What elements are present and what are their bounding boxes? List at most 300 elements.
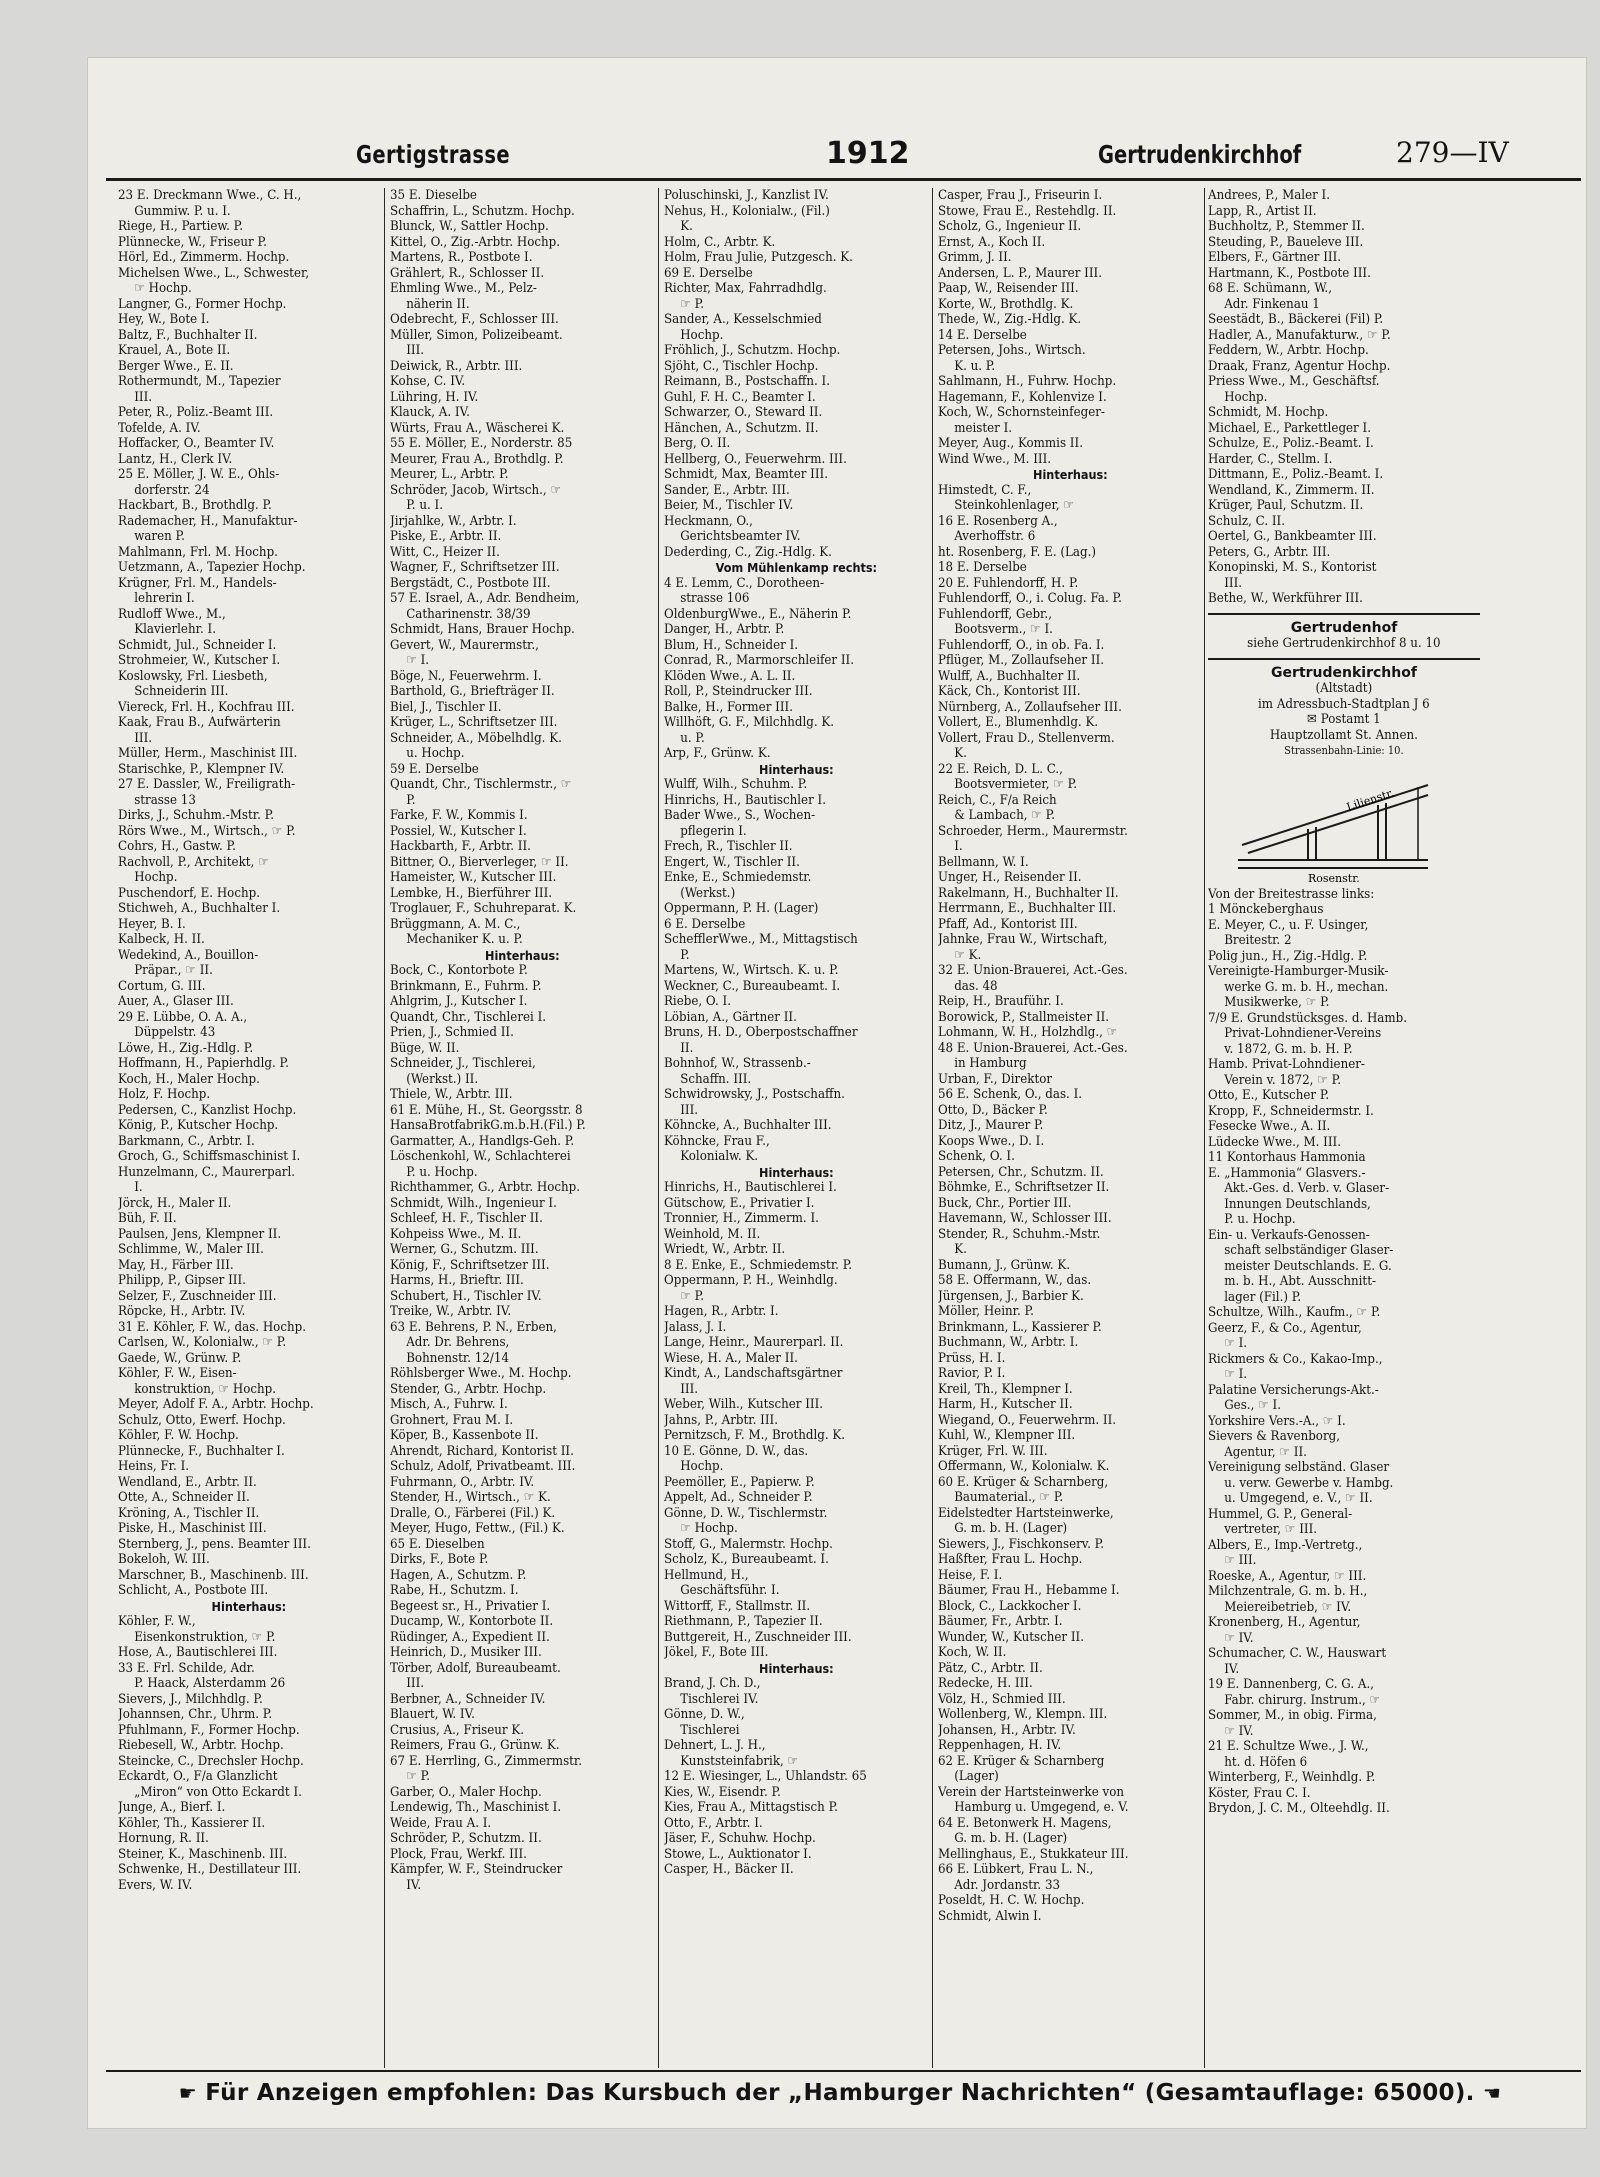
directory-entry: Köhler, F. W.,: [118, 1614, 196, 1629]
directory-entry: Danger, H., Arbtr. P.: [664, 622, 785, 637]
directory-entry: 48 E. Union-Brauerei, Act.-Ges.: [938, 1040, 1128, 1056]
directory-entry: Martens, W., Wirtsch. K. u. P.: [664, 963, 839, 978]
header-page-number: 279—IV: [1396, 136, 1509, 169]
directory-entry: Johansen, H., Arbtr. IV.: [938, 1722, 1076, 1738]
directory-entry: Geerz, F., & Co., Agentur,: [1208, 1320, 1362, 1336]
directory-entry: Müller, Herm., Maschinist III.: [118, 746, 298, 761]
directory-entry: Tischlerei: [680, 1722, 740, 1738]
directory-entry: 4 E. Lemm, C., Dorotheen-: [664, 575, 825, 591]
directory-entry: Kropp, F., Schneidermstr. I.: [1208, 1103, 1374, 1119]
directory-entry: Auer, A., Glaser III.: [118, 994, 234, 1009]
directory-entry: Wulff, A., Buchhalter II.: [938, 668, 1081, 684]
directory-entry: Nehus, H., Kolonialw., (Fil.): [664, 203, 830, 219]
directory-entry: Kämpfer, W. F., Steindrucker: [390, 1862, 563, 1877]
directory-entry: Andersen, L. P., Maurer III.: [938, 265, 1102, 281]
directory-entry: Wulff, Wilh., Schuhm. P.: [664, 777, 808, 792]
directory-entry: Schneider, J., Tischlerei,: [390, 1056, 536, 1071]
directory-entry: Conrad, R., Marmorschleifer II.: [664, 653, 855, 668]
directory-entry: Krauel, A., Bote II.: [118, 343, 231, 358]
directory-entry: Sievers & Ravenborg,: [1208, 1429, 1341, 1444]
directory-entry: ☞ Hochp.: [134, 281, 192, 296]
directory-entry: Plock, Frau, Werkf. III.: [390, 1846, 527, 1862]
directory-entry: Peemöller, E., Papierw. P.: [664, 1474, 815, 1490]
column-5: [1208, 188, 1480, 2068]
column-divider: [1204, 188, 1205, 2068]
directory-entry: Berg, O. II.: [664, 436, 731, 451]
directory-entry: Lantz, H., Clerk IV.: [118, 451, 233, 467]
directory-entry: Rörs Wwe., M., Wirtsch., ☞ P.: [118, 823, 296, 839]
directory-entry: K.: [954, 746, 967, 761]
directory-entry: Schmidt, Jul., Schneider I.: [118, 637, 277, 653]
directory-entry: Dittmann, E., Poliz.-Beamt. I.: [1208, 467, 1384, 482]
directory-entry: Schlimme, W., Maler III.: [118, 1242, 264, 1257]
directory-entry: Vollert, E., Blumenhdlg. K.: [938, 715, 1099, 730]
directory-entry: Werner, G., Schutzm. III.: [390, 1242, 539, 1257]
directory-entry: Rüdinger, A., Expedient II.: [390, 1629, 550, 1645]
directory-entry: Palatine Versicherungs-Akt.-: [1208, 1382, 1379, 1398]
directory-entry: 69 E. Derselbe: [664, 265, 753, 281]
directory-entry: Riebe, O. I.: [664, 994, 731, 1009]
directory-entry: Röpcke, H., Arbtr. IV.: [118, 1304, 246, 1319]
directory-entry: Sievers, J., Milchhdlg. P.: [118, 1691, 263, 1707]
directory-entry: Schmidt, Wilh., Ingenieur I.: [390, 1195, 557, 1211]
directory-entry: (Lager): [954, 1769, 999, 1784]
directory-entry: Petersen, Johs., Wirtsch.: [938, 343, 1086, 358]
directory-entry: IV.: [406, 1877, 422, 1893]
directory-entry: Lohmann, W. H., Holzhdlg., ☞: [938, 1025, 1118, 1040]
directory-entry: Pfaff, Ad., Kontorist III.: [938, 916, 1078, 932]
directory-entry: 57 E. Israel, A., Adr. Bendheim,: [390, 591, 580, 606]
directory-entry: Puschendorf, E. Hochp.: [118, 885, 260, 901]
directory-entry: Sander, E., Arbtr. III.: [664, 482, 790, 498]
directory-entry: Bootsvermieter, ☞ P.: [954, 777, 1078, 792]
directory-entry: Wendland, K., Zimmerm. II.: [1208, 482, 1375, 498]
directory-entry: Prüss, H. I.: [938, 1350, 1006, 1366]
directory-entry: 21 E. Schultze Wwe., J. W.,: [1208, 1739, 1369, 1754]
directory-entry: Steiner, K., Maschinenb. III.: [118, 1846, 288, 1862]
directory-entry: Bäumer, Fr., Arbtr. I.: [938, 1614, 1063, 1629]
directory-entry: Lühring, H. IV.: [390, 389, 479, 405]
directory-entry: pflegerin I.: [680, 823, 747, 839]
directory-entry: Kittel, O., Zig.-Arbtr. Hochp.: [390, 234, 561, 250]
directory-entry: Quandt, Chr., Tischlerei I.: [390, 1009, 547, 1025]
directory-entry: Gummiw. P. u. I.: [134, 203, 231, 219]
directory-entry: Borowick, P., Stallmeister II.: [938, 1009, 1110, 1025]
directory-entry: III.: [406, 1676, 425, 1691]
directory-entry: Würts, Frau A., Wäscherei K.: [390, 420, 565, 436]
directory-entry: Bohnhof, W., Strassenb.-: [664, 1056, 811, 1071]
directory-entry: Vereinigung selbständ. Glaser: [1208, 1460, 1390, 1475]
directory-entry: Garber, O., Maler Hochp.: [390, 1784, 542, 1800]
directory-entry: u. verw. Gewerbe v. Hambg.: [1224, 1475, 1394, 1491]
directory-entry: Willhöft, G. F., Milchhdlg. K.: [664, 715, 835, 730]
directory-entry: Tronnier, H., Zimmerm. I.: [664, 1211, 819, 1226]
directory-entry: Berbner, A., Schneider IV.: [390, 1691, 546, 1707]
directory-entry: Riethmann, P., Tapezier II.: [664, 1614, 823, 1629]
directory-entry: Hummel, G. P., General-: [1208, 1506, 1353, 1522]
directory-entry: Schroeder, Herm., Maurermstr.: [938, 823, 1128, 839]
directory-entry: Müller, Simon, Polizeibeamt.: [390, 327, 563, 343]
directory-entry: Priess Wwe., M., Geschäftsf.: [1208, 374, 1380, 389]
directory-entry: Langner, G., Former Hochp.: [118, 296, 287, 312]
directory-entry: 67 E. Herrling, G., Zimmermstr.: [390, 1753, 583, 1769]
directory-entry: Stowe, L., Auktionator I.: [664, 1846, 812, 1862]
directory-entry: 25 E. Möller, J. W. E., Ohls-: [118, 467, 280, 482]
directory-entry: Weber, Wilh., Kutscher III.: [664, 1397, 824, 1412]
directory-entry: Stender, H., Wirtsch., ☞ K.: [390, 1490, 551, 1505]
directory-entry: Steinkohlenlager, ☞: [954, 498, 1075, 513]
directory-entry: P.: [406, 792, 416, 808]
directory-entry: Scholz, K., Bureaubeamt. I.: [664, 1552, 829, 1567]
directory-entry: Buttgereit, H., Zuschneider III.: [664, 1629, 852, 1645]
directory-entry: Meyer, Adolf F. A., Arbtr. Hochp.: [118, 1397, 314, 1412]
directory-entry: Schmidt, Alwin I.: [938, 1908, 1042, 1924]
directory-entry: III.: [1224, 575, 1243, 591]
directory-entry: Peter, R., Poliz.-Beamt III.: [118, 405, 274, 420]
directory-entry: Thede, W., Zig.-Hdlg. K.: [938, 312, 1082, 327]
subheading: Hinterhaus:: [759, 1660, 834, 1676]
column-divider: [932, 188, 933, 2068]
directory-entry: Lüdecke Wwe., M. III.: [1208, 1134, 1342, 1150]
directory-entry: 12 E. Wiesinger, L., Uhlandstr. 65: [664, 1769, 867, 1784]
directory-entry: Martens, R., Postbote I.: [390, 250, 533, 265]
directory-entry: Cohrs, H., Gastw. P.: [118, 839, 236, 854]
directory-entry: Holm, Frau Julie, Putzgesch. K.: [664, 250, 853, 265]
directory-entry: Evers, W. IV.: [118, 1877, 193, 1893]
directory-entry: Kronenberg, H., Agentur,: [1208, 1615, 1361, 1630]
directory-entry: Eisenkonstruktion, ☞ P.: [134, 1629, 276, 1645]
directory-entry: & Lambach, ☞ P.: [954, 808, 1056, 823]
directory-entry: Köhler, Th., Kassierer II.: [118, 1815, 266, 1831]
directory-entry: Schneider, A., Möbelhdlg. K.: [390, 730, 562, 746]
directory-entry: Gönne, D. W., Tischlermstr.: [664, 1505, 828, 1521]
directory-entry: ☞ K.: [954, 947, 982, 963]
directory-entry: Stoff, G., Malermstr. Hochp.: [664, 1536, 833, 1552]
directory-entry: G. m. b. H. (Lager): [954, 1831, 1068, 1846]
directory-entry: Kohpeiss Wwe., M. II.: [390, 1226, 522, 1242]
directory-entry: Köhncke, A., Buchhalter III.: [664, 1118, 832, 1133]
directory-entry: Fabr. chirurg. Instrum., ☞: [1224, 1692, 1381, 1708]
directory-entry: 1 Mönckeberghaus: [1208, 902, 1324, 917]
directory-entry: Groch, G., Schiffsmaschinist I.: [118, 1149, 301, 1164]
directory-entry: Kalbeck, H. II.: [118, 932, 205, 947]
footer-advertisement: [150, 2080, 1530, 2106]
directory-entry: Strohmeier, W., Kutscher I.: [118, 653, 281, 668]
directory-entry: Schulze, E., Poliz.-Beamt. I.: [1208, 436, 1374, 451]
directory-entry: Röhlsberger Wwe., M. Hochp.: [390, 1366, 572, 1381]
directory-entry: 68 E. Schümann, W.,: [1208, 281, 1332, 296]
directory-entry: Paap, W., Reisender III.: [938, 281, 1079, 296]
directory-entry: Privat-Lohndiener-Vereins: [1224, 1026, 1382, 1041]
directory-entry: Riege, H., Partiew. P.: [118, 219, 244, 234]
directory-entry: 66 E. Lübkert, Frau L. N.,: [938, 1862, 1094, 1877]
directory-entry: Schmidt, M. Hochp.: [1208, 405, 1329, 420]
directory-entry: Brydon, J. C. M., Ölteehdlg. II.: [1208, 1801, 1390, 1816]
directory-entry: (Werkst.): [680, 885, 736, 901]
directory-entry: ☞ IV.: [1224, 1630, 1254, 1646]
directory-entry: Sander, A., Kesselschmied: [664, 312, 822, 327]
directory-entry: Ein- u. Verkaufs-Genossen-: [1208, 1227, 1370, 1243]
page-header: [88, 58, 1586, 178]
column-4: [938, 188, 1203, 2068]
directory-entry: Mellinghaus, E., Stukkateur III.: [938, 1846, 1129, 1862]
directory-entry: Musikwerke, ☞ P.: [1224, 995, 1330, 1010]
directory-entry: Schulz, Adolf, Privatbeamt. III.: [390, 1459, 576, 1474]
directory-entry: Krüger, Frl. W. III.: [938, 1443, 1048, 1459]
directory-entry: Kies, Frau A., Mittagstisch P.: [664, 1800, 838, 1815]
directory-entry: Odebrecht, F., Schlosser III.: [390, 312, 559, 327]
directory-entry: König, F., Schriftsetzer III.: [390, 1257, 550, 1273]
directory-entry: Bock, C., Kontorbote P.: [390, 963, 528, 978]
directory-entry: 35 E. Dieselbe: [390, 188, 477, 203]
footer-rule: [106, 2070, 1581, 2072]
map-reference: im Adressbuch-Stadtplan J 6: [1257, 696, 1430, 712]
directory-entry: Bäumer, Frau H., Hebamme I.: [938, 1583, 1120, 1598]
directory-entry: Steincke, C., Drechsler Hochp.: [118, 1753, 304, 1769]
directory-entry: P. u. I.: [406, 498, 443, 513]
directory-entry: Misch, A., Fuhrw. I.: [390, 1397, 508, 1412]
directory-entry: Bethe, W., Werkführer III.: [1208, 591, 1363, 606]
directory-entry: Pflüger, M., Zollaufseher II.: [938, 653, 1105, 668]
street-map: [1228, 765, 1458, 885]
directory-entry: Michael, E., Parkettleger I.: [1208, 420, 1371, 436]
directory-entry: Stowe, Frau E., Restehdlg. II.: [938, 203, 1117, 219]
column-divider: [658, 188, 659, 2068]
directory-entry: Engert, W., Tischler II.: [664, 854, 800, 870]
directory-entry: Meyer, Aug., Kommis II.: [938, 436, 1083, 451]
directory-entry: Reich, C., F/a Reich: [938, 792, 1057, 808]
post-office: ✉ Postamt 1: [1307, 712, 1381, 727]
directory-entry: strasse 106: [680, 591, 750, 606]
directory-entry: Jürgensen, J., Barbier K.: [938, 1288, 1084, 1304]
directory-entry: Haßfter, Frau L. Hochp.: [938, 1552, 1083, 1567]
directory-entry: Blunck, W., Sattler Hochp.: [390, 219, 549, 234]
directory-entry: Bootsverm., ☞ I.: [954, 622, 1053, 637]
directory-entry: Siewers, J., Fischkonserv. P.: [938, 1536, 1104, 1552]
directory-entry: Riebesell, W., Arbtr. Hochp.: [118, 1738, 284, 1753]
directory-entry: Schwidrowsky, J., Postschaffn.: [664, 1087, 845, 1102]
directory-entry: I.: [134, 1180, 143, 1195]
directory-entry: Vollert, Frau D., Stellenverm.: [938, 730, 1115, 746]
directory-entry: Krüger, L., Schriftsetzer III.: [390, 715, 558, 730]
directory-entry: Balke, H., Former III.: [664, 699, 793, 715]
column-divider: [384, 188, 385, 2068]
directory-entry: Selzer, F., Zuschneider III.: [118, 1288, 277, 1304]
directory-entry: 60 E. Krüger & Scharnberg,: [938, 1474, 1109, 1490]
directory-entry: u. Hochp.: [406, 746, 465, 761]
directory-entry: Dirks, J., Schuhm.-Mstr. P.: [118, 808, 274, 823]
directory-entry: Schultze, Wilh., Kaufm., ☞ P.: [1208, 1305, 1381, 1320]
directory-entry: 22 E. Reich, D. L. C.,: [938, 761, 1063, 777]
directory-entry: Köper, B., Kassenbote II.: [390, 1428, 539, 1443]
directory-entry: 32 E. Union-Brauerei, Act.-Ges.: [938, 963, 1128, 978]
directory-entry: Himstedt, C. F.,: [938, 482, 1032, 498]
directory-entry: Fuhrmann, O., Arbtr. IV.: [390, 1474, 535, 1490]
directory-entry: ☞ I.: [1224, 1336, 1248, 1351]
directory-entry: P. u. Hochp.: [406, 1164, 478, 1180]
directory-entry: Brinkmann, L., Kassierer P.: [938, 1319, 1102, 1335]
directory-entry: Frech, R., Tischler II.: [664, 839, 793, 854]
directory-entry: 18 E. Derselbe: [938, 560, 1027, 575]
directory-entry: Fröhlich, J., Schutzm. Hochp.: [664, 343, 841, 358]
directory-entry: Barthold, G., Briefträger II.: [390, 684, 555, 699]
directory-entry: Adr. Jordanstr. 33: [954, 1877, 1061, 1893]
directory-entry: Sternberg, J., pens. Beamter III.: [118, 1536, 311, 1552]
directory-entry: Hellberg, O., Feuerwehrm. III.: [664, 451, 847, 467]
directory-entry: Hunzelmann, C., Maurerparl.: [118, 1164, 296, 1180]
directory-entry: Adr. Dr. Behrens,: [406, 1335, 510, 1350]
directory-entry: Schumacher, C. W., Hauswart: [1208, 1646, 1387, 1661]
directory-entry: Prien, J., Schmied II.: [390, 1025, 514, 1040]
directory-entry: Kindt, A., Landschaftsgärtner: [664, 1366, 843, 1381]
directory-entry: Lembke, H., Bierführer III.: [390, 885, 553, 901]
section-rule: [1208, 613, 1480, 615]
directory-entry: Kröning, A., Tischler II.: [118, 1505, 260, 1521]
directory-entry: Brinkmann, E., Fuhrm. P.: [390, 978, 542, 994]
directory-entry: Appelt, Ad., Schneider P.: [664, 1490, 813, 1505]
directory-entry: Wollenberg, W., Klempn. III.: [938, 1707, 1108, 1722]
directory-entry: Düppelstr. 43: [134, 1025, 216, 1040]
pointing-hand-icon: ☚: [1483, 2081, 1502, 2105]
directory-entry: III.: [680, 1381, 699, 1397]
directory-entry: ☞ Hochp.: [680, 1521, 738, 1536]
directory-entry: Schröder, P., Schutzm. II.: [390, 1831, 542, 1846]
directory-entry: Blum, H., Schneider I.: [664, 637, 799, 653]
directory-entry: Fuhlendorff, O., i. Colug. Fa. P.: [938, 591, 1122, 606]
directory-entry: Hörl, Ed., Zimmerm. Hochp.: [118, 250, 290, 265]
directory-entry: Pätz, C., Arbtr. II.: [938, 1660, 1043, 1676]
directory-entry: May, H., Färber III.: [118, 1257, 234, 1273]
directory-entry: Koch, H., Maler Hochp.: [118, 1071, 260, 1087]
directory-entry: Schubert, H., Tischler IV.: [390, 1288, 542, 1304]
directory-entry: Harm, H., Kutscher II.: [938, 1397, 1073, 1412]
directory-entry: Mechaniker K. u. P.: [406, 932, 523, 947]
directory-entry: Harder, C., Stellm. I.: [1208, 451, 1333, 467]
directory-entry: Roll, P., Steindrucker III.: [664, 684, 813, 699]
directory-entry: Hey, W., Bote I.: [118, 312, 210, 327]
directory-entry: Käck, Ch., Kontorist III.: [938, 684, 1081, 699]
directory-entry: Koops Wwe., D. I.: [938, 1133, 1045, 1149]
directory-entry: Averhoffstr. 6: [954, 529, 1036, 544]
directory-entry: Hartmann, K., Postbote III.: [1208, 265, 1371, 281]
directory-entry: Schwenke, H., Destillateur III.: [118, 1862, 302, 1877]
directory-entry: dorferstr. 24: [134, 482, 210, 498]
tram-line: Strassenbahn-Linie: 10.: [1284, 744, 1404, 757]
directory-entry: Schmidt, Max, Beamter III.: [664, 467, 829, 482]
column-2: [390, 188, 655, 2068]
directory-entry: Jahnke, Frau W., Wirtschaft,: [938, 932, 1108, 947]
directory-entry: Völz, H., Schmied III.: [938, 1691, 1066, 1707]
directory-entry: Buchmann, W., Arbtr. I.: [938, 1335, 1079, 1350]
directory-entry: Ahlgrim, J., Kutscher I.: [390, 994, 528, 1009]
directory-entry: Offermann, W., Kolonialw. K.: [938, 1459, 1110, 1474]
directory-entry: v. 1872, G. m. b. H. P.: [1224, 1041, 1353, 1057]
directory-entry: Rabe, H., Schutzm. I.: [390, 1583, 519, 1598]
directory-entry: Heins, Fr. I.: [118, 1459, 190, 1474]
directory-entry: vertreter, ☞ III.: [1224, 1522, 1318, 1537]
directory-entry: Carlsen, W., Kolonialw., ☞ P.: [118, 1335, 287, 1350]
subheading: Hinterhaus:: [759, 761, 834, 777]
directory-entry: Koch, W., Schornsteinfeger-: [938, 405, 1105, 420]
directory-entry: Polig jun., H., Zig.-Hdlg. P.: [1208, 948, 1368, 964]
subheading: Hinterhaus:: [211, 1598, 287, 1614]
directory-entry: Schmidt, Hans, Brauer Hochp.: [390, 622, 575, 637]
column-5-bottom-entries: [1208, 887, 1480, 1817]
directory-entry: Guhl, F. H. C., Beamter I.: [664, 389, 816, 405]
directory-entry: Tofelde, A. IV.: [118, 420, 201, 436]
directory-entry: Wind Wwe., M. III.: [938, 451, 1052, 467]
directory-entry: Holm, C., Arbtr. K.: [664, 234, 776, 250]
directory-entry: Hochp.: [680, 1459, 724, 1474]
section-rule: [1208, 658, 1480, 660]
directory-entry: ☞ III.: [1224, 1553, 1257, 1568]
directory-entry: Kreil, Th., Klempner I.: [938, 1381, 1073, 1397]
directory-entry: Kies, W., Eisendr. P.: [664, 1784, 781, 1800]
directory-entry: Lapp, R., Artist II.: [1208, 203, 1317, 219]
section-title-gertrudenhof: Gertrudenhof: [1290, 619, 1398, 636]
directory-entry: Kohse, C. IV.: [390, 374, 466, 389]
directory-entry: ht. d. Höfen 6: [1224, 1754, 1308, 1770]
directory-entry: Meiereibetrieb, ☞ IV.: [1224, 1599, 1352, 1615]
directory-entry: Blauert, W. IV.: [390, 1707, 475, 1722]
directory-entry: Baumaterial., ☞ P.: [954, 1490, 1064, 1505]
district-note: (Altstadt): [1315, 681, 1373, 696]
directory-entry: Jörck, H., Maler II.: [118, 1195, 232, 1211]
directory-entry: ☞ P.: [406, 1769, 430, 1784]
directory-entry: Philipp, P., Gipser III.: [118, 1273, 246, 1288]
directory-entry: Grählert, R., Schlosser II.: [390, 265, 545, 281]
directory-entry: Löbian, A., Gärtner II.: [664, 1009, 797, 1025]
directory-entry: Hochp.: [134, 870, 178, 885]
directory-entry: Schulz, C. II.: [1208, 513, 1286, 529]
directory-entry: Geschäftsführ. I.: [680, 1583, 780, 1598]
directory-entry: 65 E. Dieselben: [390, 1536, 485, 1552]
directory-entry: III.: [680, 1102, 699, 1118]
directory-entry: Kolonialw. K.: [680, 1149, 759, 1164]
directory-entry: Gönne, D. W.,: [664, 1707, 745, 1722]
directory-entry: Begeest sr., H., Privatier I.: [390, 1598, 551, 1614]
directory-entry: Draak, Franz, Agentur Hochp.: [1208, 358, 1391, 374]
directory-entry: 63 E. Behrens, P. N., Erben,: [390, 1319, 557, 1335]
directory-entry: Farke, F. W., Kommis I.: [390, 808, 528, 823]
directory-entry: Hagen, A., Schutzm. P.: [390, 1567, 527, 1583]
directory-entry: OldenburgWwe., E., Näherin P.: [664, 606, 852, 622]
directory-entry: Plünnecke, W., Friseur P.: [118, 234, 267, 250]
directory-entry: Klauck, A. IV.: [390, 405, 470, 420]
directory-entry: Ges., ☞ I.: [1224, 1398, 1281, 1413]
directory-entry: 8 E. Enke, E., Schmiedemstr. P.: [664, 1257, 853, 1273]
directory-entry: Büge, W. II.: [390, 1040, 460, 1056]
directory-entry: Lendewig, Th., Maschinist I.: [390, 1800, 562, 1815]
directory-entry: Paulsen, Jens, Klempner II.: [118, 1226, 282, 1242]
directory-entry: Köhler, F. W. Hochp.: [118, 1428, 239, 1443]
directory-entry: Präpar., ☞ II.: [134, 963, 213, 978]
directory-entry: Jirjahlke, W., Arbtr. I.: [390, 513, 517, 529]
directory-entry: Schenk, O. I.: [938, 1149, 1015, 1164]
directory-entry: Rothermundt, M., Tapezier: [118, 374, 281, 389]
directory-entry: Crusius, A., Friseur K.: [390, 1722, 525, 1738]
directory-entry: Gerichtsbeamter IV.: [680, 529, 801, 544]
directory-entry: König, P., Kutscher Hochp.: [118, 1118, 279, 1133]
directory-entry: Oppermann, P. H. (Lager): [664, 901, 819, 916]
directory-entry: Nürnberg, A., Zollaufseher III.: [938, 699, 1122, 715]
directory-entry: Vereinigte-Hamburger-Musik-: [1208, 964, 1389, 979]
directory-entry: Hellmund, H.,: [664, 1567, 749, 1583]
directory-entry: 64 E. Betonwerk H. Magens,: [938, 1815, 1112, 1831]
directory-entry: Lange, Heinr., Maurerparl. II.: [664, 1335, 844, 1350]
directory-entry: 10 E. Gönne, D. W., das.: [664, 1443, 809, 1459]
directory-entry: strasse 13: [134, 792, 196, 808]
